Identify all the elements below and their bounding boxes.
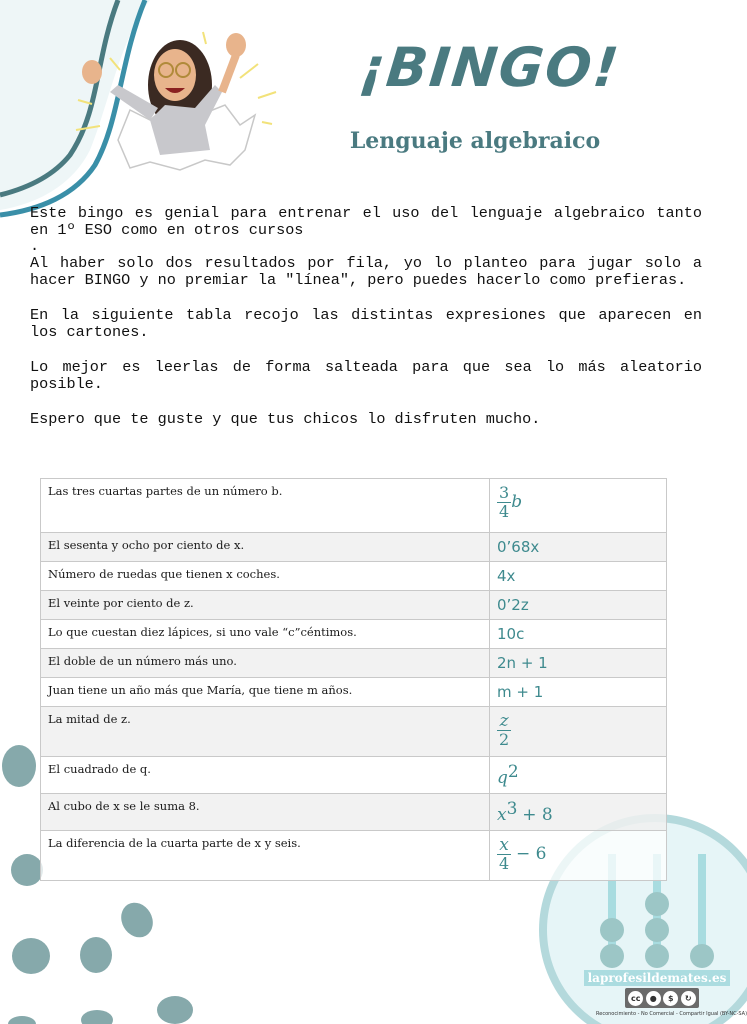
table-row xyxy=(41,562,667,591)
cc-license-badge xyxy=(625,988,699,1008)
expression-exponent: 2 xyxy=(507,762,519,782)
page-subtitle: Lenguaje algebraico xyxy=(349,128,601,154)
table-row xyxy=(41,707,667,757)
fraction-numerator: z xyxy=(497,712,511,731)
table-row xyxy=(41,678,667,707)
row-expression xyxy=(490,831,667,881)
row-expression xyxy=(490,794,667,831)
intro-text xyxy=(30,205,702,446)
row-expression xyxy=(490,757,667,794)
intro-paragraph: Espero que te guste y que tus chicos lo disfruten mucho. xyxy=(30,410,541,428)
expression-tail: b xyxy=(511,492,523,512)
row-label: Número de ruedas que tienen x coches. xyxy=(41,562,490,591)
table-row xyxy=(41,479,667,533)
expression-tail: − 6 xyxy=(515,844,547,864)
nc-icon: $ xyxy=(663,991,678,1006)
row-label: El veinte por ciento de z. xyxy=(41,591,490,620)
row-expression: 0’2z xyxy=(490,591,667,620)
row-label: Juan tiene un año más que María, que tiene m años. xyxy=(41,678,490,707)
row-expression xyxy=(490,707,667,757)
row-expression: 0’68x xyxy=(490,533,667,562)
row-expression: m + 1 xyxy=(490,678,667,707)
row-label: El cuadrado de q. xyxy=(41,757,490,794)
cc-icon: cc xyxy=(628,991,643,1006)
fraction xyxy=(497,836,511,873)
page-title: ¡BINGO! xyxy=(356,36,624,99)
intro-paragraph: . xyxy=(30,237,40,255)
intro-paragraph: En la siguiente tabla recojo las distintas expresiones que aparecen en los cartones. xyxy=(30,306,702,341)
table-row xyxy=(41,649,667,678)
license-caption: Reconocimiento - No Comercial - Compartir Igual (BY-NC-SA) xyxy=(596,1011,747,1017)
row-label: Al cubo de x se le suma 8. xyxy=(41,794,490,831)
row-label: El doble de un número más uno. xyxy=(41,649,490,678)
row-expression xyxy=(490,479,667,533)
fraction-denominator: 4 xyxy=(499,854,510,873)
intro-paragraph: Al haber solo dos resultados por fila, yo lo planteo para jugar solo a hacer BINGO y no premiar la "línea", pero puedes hacerlo como prefieras. xyxy=(30,254,702,289)
row-expression: 4x xyxy=(490,562,667,591)
fraction-numerator: x xyxy=(497,836,511,855)
fraction-denominator: 2 xyxy=(499,730,510,749)
fraction xyxy=(497,712,511,749)
intro-paragraph: Lo mejor es leerlas de forma salteada para que sea lo más aleatorio posible. xyxy=(30,358,702,393)
table-row xyxy=(41,757,667,794)
row-label: La mitad de z. xyxy=(41,707,490,757)
row-expression: 10c xyxy=(490,620,667,649)
sa-icon: ↻ xyxy=(681,991,696,1006)
table-row xyxy=(41,533,667,562)
fraction xyxy=(497,484,511,521)
table-row xyxy=(41,620,667,649)
fraction-numerator: 3 xyxy=(499,483,510,502)
table-row xyxy=(41,794,667,831)
fraction-denominator: 4 xyxy=(499,502,510,521)
by-icon: ● xyxy=(646,991,661,1006)
row-label: La diferencia de la cuarta parte de x y seis. xyxy=(41,831,490,881)
table-row xyxy=(41,831,667,881)
table-row xyxy=(41,591,667,620)
row-expression: 2n + 1 xyxy=(490,649,667,678)
expression-base: q xyxy=(497,768,508,788)
row-label: El sesenta y ocho por ciento de x. xyxy=(41,533,490,562)
expression-exponent: 3 xyxy=(506,799,518,819)
expressions-table xyxy=(40,478,667,881)
expression-base: x xyxy=(497,805,507,825)
corner-wave-fill xyxy=(0,0,150,210)
expression-tail: + 8 xyxy=(522,805,553,825)
intro-paragraph: Este bingo es genial para entrenar el uso del lenguaje algebraico tanto en 1º ESO como en otros cursos xyxy=(30,204,702,239)
row-label: Lo que cuestan diez lápices, si uno vale “c”céntimos. xyxy=(41,620,490,649)
row-label: Las tres cuartas partes de un número b. xyxy=(41,479,490,533)
watermark-site: laprofesildemates.es xyxy=(584,970,730,986)
